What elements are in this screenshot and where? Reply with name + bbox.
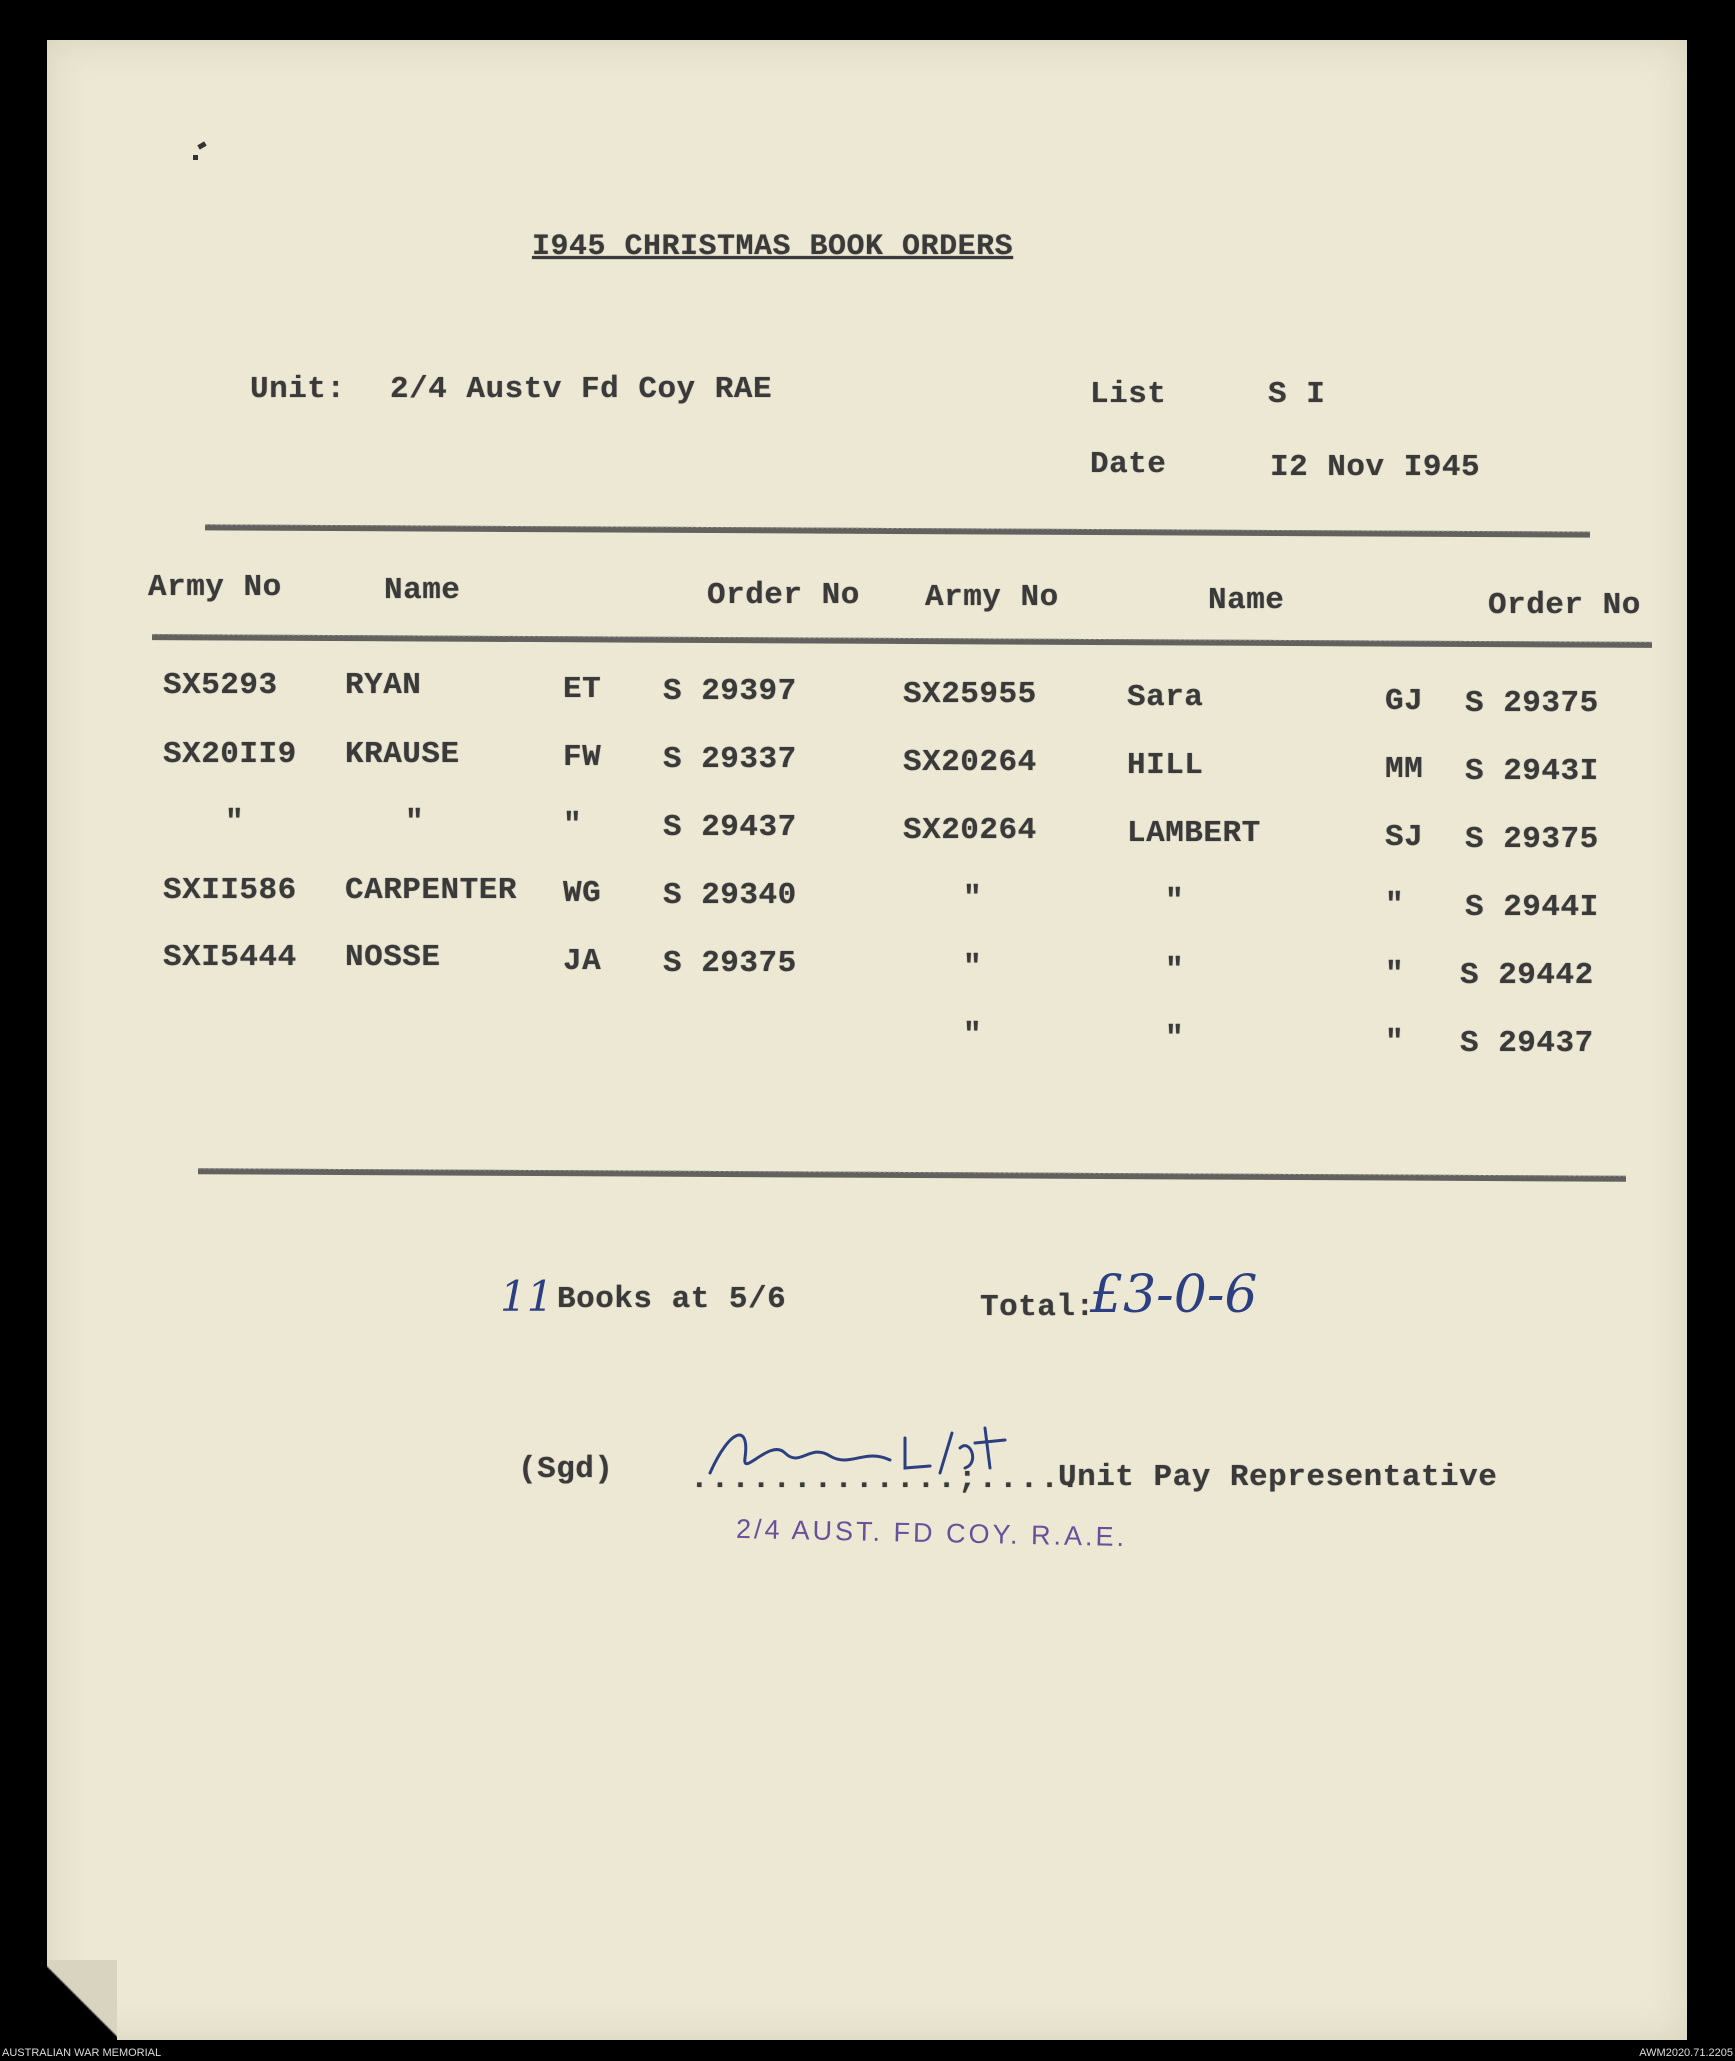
list-value: S I [1268,377,1326,412]
right-initials: SJ [1385,820,1424,855]
footer-left: AUSTRALIAN WAR MEMORIAL [2,2047,162,2059]
left-order-no: S 29437 [663,810,797,845]
left-order-no: S 29375 [663,946,797,981]
right-initials: GJ [1385,684,1424,719]
right-initials: " [1385,1025,1405,1060]
header-army-no-1: Army No [148,570,282,605]
right-initials: " [1385,888,1405,923]
signature-dots: .............;..... [690,1462,1082,1497]
right-initials: MM [1385,752,1424,787]
left-name: " [405,805,425,840]
left-army-no: SXII586 [163,873,297,908]
left-army-no: " [225,805,245,840]
document-page [47,40,1687,2040]
right-name: Sara [1127,680,1204,715]
left-name: NOSSE [345,940,441,975]
right-order-no: S 29442 [1460,958,1594,993]
left-order-no: S 29337 [663,742,797,777]
right-name: HILL [1127,748,1204,783]
date-label: Date [1090,447,1167,482]
left-name: CARPENTER [345,873,517,908]
header-name-2: Name [1208,583,1285,618]
header-name-1: Name [384,573,461,608]
left-initials: JA [563,944,602,979]
sgd-label: (Sgd) [518,1452,614,1487]
footer-right: AWM2020.71.2205 [1639,2047,1733,2059]
unit-value: 2/4 Austv Fd Coy RAE [390,372,773,407]
list-label: List [1090,377,1167,412]
right-name: " [1165,884,1185,919]
left-name: RYAN [345,668,422,703]
header-army-no-2: Army No [925,580,1059,615]
right-order-no: S 29437 [1460,1026,1594,1061]
left-army-no: SX5293 [163,668,278,703]
left-army-no: SX20II9 [163,737,297,772]
unit-label: Unit: [250,372,346,407]
unit-pay-representative: Unit Pay Representative [1058,1460,1498,1495]
left-army-no: SXI5444 [163,940,297,975]
right-order-no: S 29375 [1465,822,1599,857]
right-army-no: " [963,1018,983,1053]
header-order-no-2: Order No [1488,588,1641,623]
right-army-no: " [963,881,983,916]
left-order-no: S 29340 [663,878,797,913]
total-label: Total: [980,1290,1095,1325]
right-army-no: SX20264 [903,813,1037,848]
right-name: LAMBERT [1127,816,1261,851]
right-army-no: SX25955 [903,677,1037,712]
books-count-handwritten: 11 [500,1272,554,1321]
left-initials: ET [563,672,602,707]
total-value-handwritten: £3-0-6 [1090,1265,1258,1325]
ink-mark [193,155,198,160]
header-order-no-1: Order No [707,578,860,613]
books-text: Books at 5/6 [557,1282,787,1317]
right-name: " [1165,1021,1185,1056]
date-value: I2 Nov I945 [1270,450,1481,485]
left-order-no: S 29397 [663,674,797,709]
right-name: " [1165,953,1185,988]
unit-stamp: 2/4 AUST. FD COY. R.A.E. [735,1513,1128,1553]
right-order-no: S 29375 [1465,686,1599,721]
left-initials: " [563,808,583,843]
signature-scribble [690,1418,1020,1488]
left-name: KRAUSE [345,737,460,772]
right-order-no: S 2943I [1465,754,1599,789]
right-army-no: SX20264 [903,745,1037,780]
folded-corner [47,1960,117,2040]
left-initials: FW [563,740,602,775]
right-order-no: S 2944I [1465,890,1599,925]
document-title: I945 CHRISTMAS BOOK ORDERS [532,230,1014,264]
right-army-no: " [963,950,983,985]
right-initials: " [1385,957,1405,992]
left-initials: WG [563,876,602,911]
